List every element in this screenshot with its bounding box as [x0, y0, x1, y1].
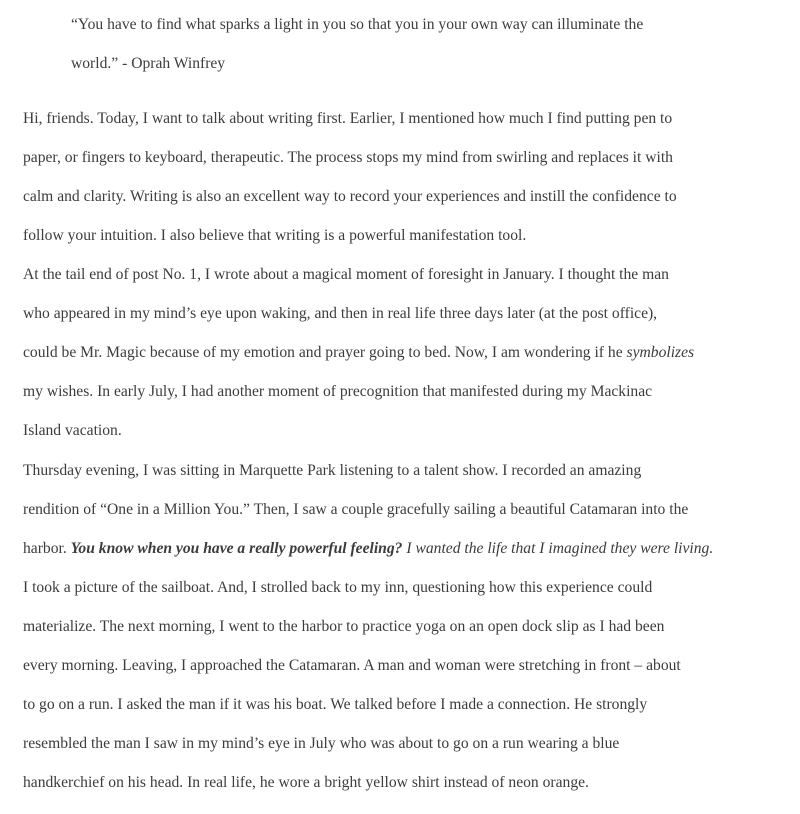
paragraph-3-line-6: every morning. Leaving, I approached the Catamaran. A man and woman were stretching in front – about: [23, 657, 681, 674]
paragraph-3-line-7: to go on a run. I asked the man if it was his boat. We talked before I made a connection. He strongly: [23, 696, 648, 713]
paragraph-3-line-4: I took a picture of the sailboat. And, I strolled back to my inn, questioning how this experience could: [23, 579, 653, 596]
emphasis-powerful-feeling: You know when you have a really powerful feeling?: [70, 540, 403, 557]
paragraph-writing-intro: [23, 99, 783, 255]
oprah-quote: [71, 5, 761, 83]
paragraph-3-line-1: Thursday evening, I was sitting in Marquette Park listening to a talent show. I recorded an amazing: [23, 462, 642, 479]
paragraph-1-line-4: follow your intuition. I also believe that writing is a powerful manifestation tool.: [23, 227, 527, 244]
emphasis-imagined-life: I wanted the life that I imagined they were living.: [402, 540, 714, 557]
paragraph-2-line-5: Island vacation.: [23, 422, 122, 439]
paragraph-foresight: [23, 255, 783, 450]
paragraph-2-line-1: At the tail end of post No. 1, I wrote about a magical moment of foresight in January. I thought the man: [23, 266, 669, 283]
paragraph-3-line-9: handkerchief on his head. In real life, he wore a bright yellow shirt instead of neon orange.: [23, 774, 589, 791]
paragraph-3-line-2: rendition of “One in a Million You.” Then, I saw a couple gracefully sailing a beautiful Catamaran into the: [23, 501, 689, 518]
paragraph-1-line-1: Hi, friends. Today, I want to talk about writing first. Earlier, I mentioned how much I find putting pen to: [23, 110, 673, 127]
paragraph-2-line-3-text: could be Mr. Magic because of my emotion and prayer going to bed. Now, I am wondering if he: [23, 344, 627, 361]
emphasis-symbolizes: symbolizes: [626, 344, 695, 361]
paragraph-3-line-3-text: harbor.: [23, 540, 71, 557]
paragraph-3-line-3: [23, 529, 783, 568]
quote-line-1: “You have to find what sparks a light in you so that you in your own way can illuminate the: [71, 16, 644, 33]
paragraph-3-line-5: materialize. The next morning, I went to the harbor to practice yoga on an open dock slip as I had been: [23, 618, 665, 635]
paragraph-2-line-3: [23, 333, 783, 372]
paragraph-1-line-2: paper, or fingers to keyboard, therapeutic. The process stops my mind from swirling and replaces it with: [23, 149, 673, 166]
paragraph-2-line-2: who appeared in my mind’s eye upon waking, and then in real life three days later (at the post office),: [23, 305, 658, 322]
paragraph-catamaran: [23, 451, 783, 802]
paragraph-3-line-8: resembled the man I saw in my mind’s eye in July who was about to go on a run wearing a blue: [23, 735, 620, 752]
quote-line-2: world.” - Oprah Winfrey: [71, 55, 226, 72]
paragraph-2-line-4: my wishes. In early July, I had another moment of precognition that manifested during my Mackinac: [23, 383, 653, 400]
paragraph-1-line-3: calm and clarity. Writing is also an excellent way to record your experiences and instill the confidence to: [23, 188, 677, 205]
